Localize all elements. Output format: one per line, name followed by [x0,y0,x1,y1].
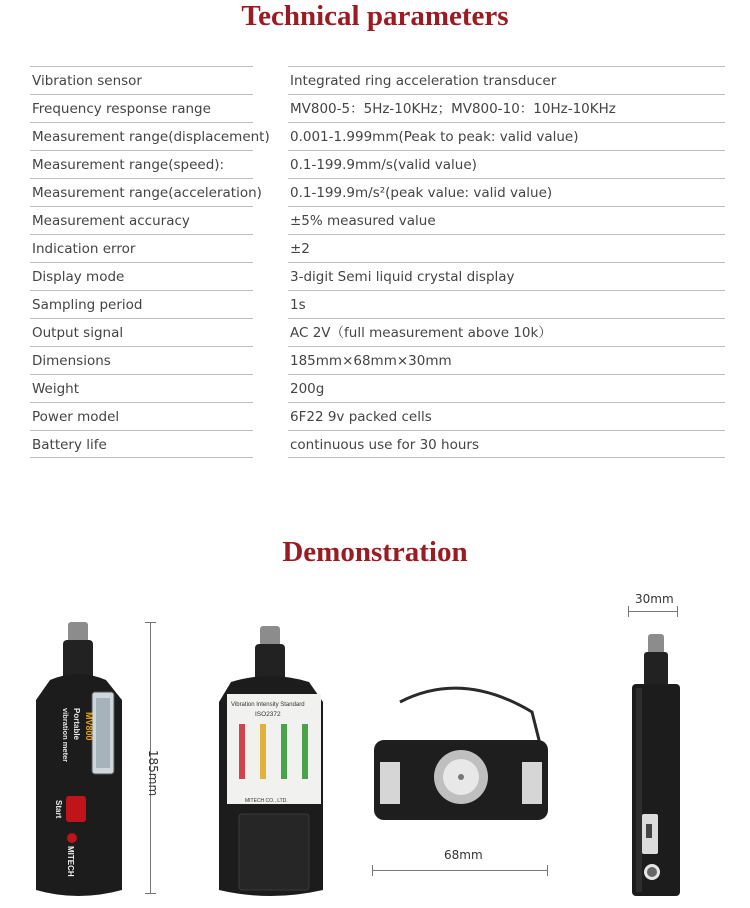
spec-value: 1s [288,290,725,317]
spec-label: Dimensions [30,346,253,373]
device-text-portable: Portable [72,708,81,741]
spec-value: AC 2V（full measurement above 10k） [288,318,725,345]
dimension-tick [372,865,373,876]
spec-row [0,346,750,374]
spec-label: Measurement range(acceleration) [30,178,253,205]
spec-row [0,150,750,178]
spec-label: Display mode [30,262,253,289]
technical-parameters-heading: Technical parameters [241,0,509,32]
spec-label: Output signal [30,318,253,345]
dimension-tick [145,893,156,894]
device-top-image [372,682,550,850]
spec-value: 185mm×68mm×30mm [288,346,725,373]
dimension-tick [145,622,156,623]
spec-value: 6F22 9v packed cells [288,402,725,429]
spec-value: 3-digit Semi liquid crystal display [288,262,725,289]
spec-value: ±2 [288,234,725,261]
spec-row [0,262,750,290]
spec-label: Measurement accuracy [30,206,253,233]
table-divider [30,457,253,458]
device-text-vibration-meter: vibration meter [61,708,70,763]
spec-row [0,318,750,346]
spec-label: Vibration sensor [30,66,253,93]
start-label: Start [54,800,63,819]
height-label: 185mm [146,749,161,797]
table-divider [288,457,725,458]
brand-logo-icon [67,833,77,843]
sticker-code: ISO2372 [255,711,281,718]
spec-label: Power model [30,402,253,429]
sticker-footer: MITECH CO., LTD. [245,798,288,804]
sticker-title: Vibration Intensity Standard [231,702,305,708]
demonstration-heading: Demonstration [282,536,468,568]
spec-label: Weight [30,374,253,401]
spec-label: Measurement range(displacement) [30,122,253,149]
width-label: 68mm [444,848,483,862]
start-button [66,796,86,822]
dimension-tick [628,606,629,617]
spec-row [0,178,750,206]
width-dimension-line [372,870,548,871]
spec-row [0,234,750,262]
spec-row [0,122,750,150]
device-back-image [215,624,330,900]
spec-row [0,402,750,430]
spec-label: Sampling period [30,290,253,317]
spec-row [0,290,750,318]
depth-label: 30mm [635,592,674,606]
spec-label: Frequency response range [30,94,253,121]
spec-value: continuous use for 30 hours [288,430,725,457]
brand-label: MITECH [66,846,75,877]
dimension-tick [547,865,548,876]
spec-value: 0.1-199.9mm/s(valid value) [288,150,725,177]
spec-row [0,430,750,458]
spec-value: ±5% measured value [288,206,725,233]
spec-value: Integrated ring acceleration transducer [288,66,725,93]
spec-value: MV800-5：5Hz-10KHz；MV800-10：10Hz-10KHz [288,94,725,121]
spec-label: Measurement range(speed): [30,150,253,177]
spec-row [0,374,750,402]
spec-row [0,66,750,94]
spec-label: Battery life [30,430,253,457]
spec-row [0,206,750,234]
spec-value: 200g [288,374,725,401]
spec-row [0,94,750,122]
spec-value: 0.1-199.9m/s²(peak value: valid value) [288,178,725,205]
device-front-image [30,620,130,900]
device-side-image [628,632,686,900]
dimension-tick [677,606,678,617]
spec-value: 0.001-1.999mm(Peak to peak: valid value) [288,122,725,149]
spec-table [0,66,750,458]
depth-dimension-line [628,611,678,612]
model-label: MV800 [84,712,94,741]
spec-label: Indication error [30,234,253,261]
